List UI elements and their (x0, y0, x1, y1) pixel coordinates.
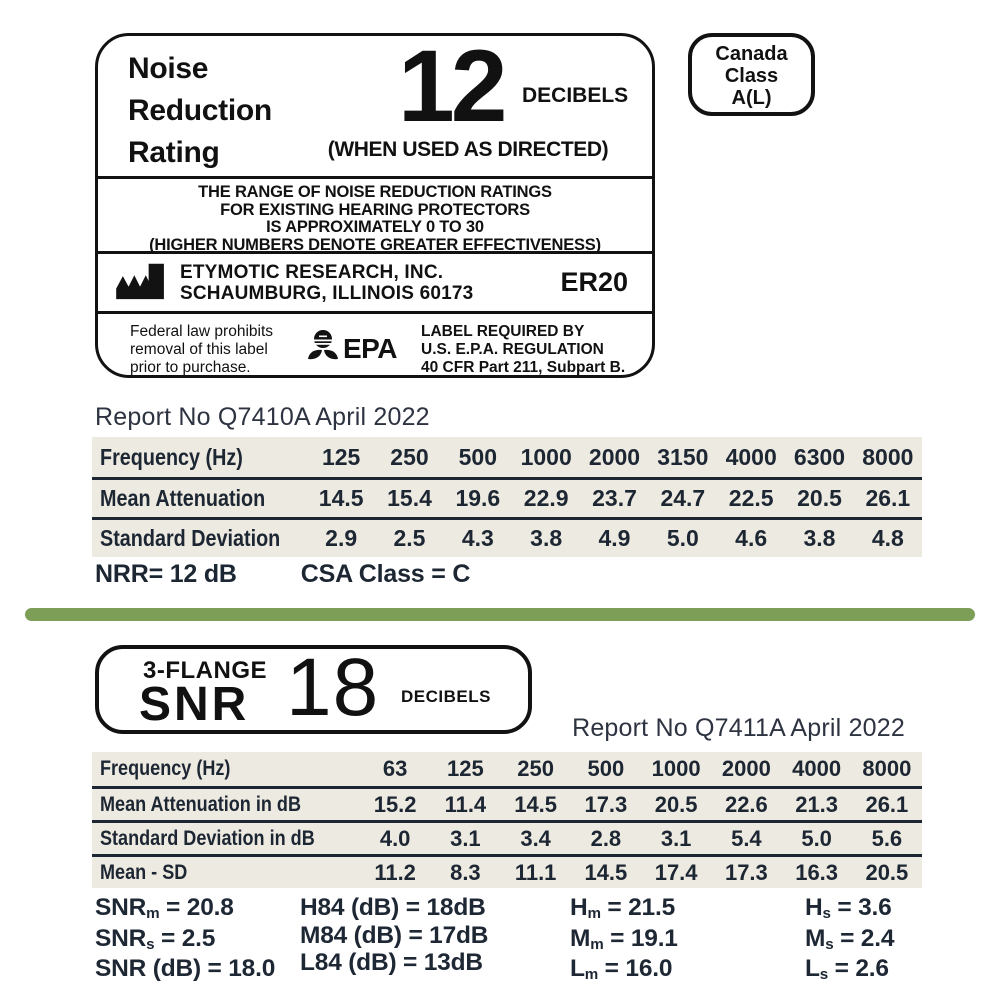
table-cell: 3.4 (520, 825, 551, 851)
stat-line: Hm = 21.5 (570, 894, 676, 923)
nrr-unit: DECIBELS (522, 84, 629, 107)
epa-logo (306, 329, 397, 368)
stat-line: L84 (dB) = 13dB (300, 949, 483, 976)
table-row-label: Mean - SD (100, 860, 188, 884)
stat-line: Ls = 2.6 (805, 955, 889, 984)
required-line: U.S. E.P.A. REGULATION (421, 341, 604, 358)
table-cell: 8.3 (450, 859, 481, 885)
table-cell: 24.7 (660, 485, 706, 511)
table-cell: 26.1 (865, 791, 909, 817)
canada-badge-line: Canada (715, 43, 788, 65)
nrr-title-line: Rating (128, 136, 220, 169)
table-row (92, 854, 922, 888)
table-cell: 17.4 (654, 859, 698, 885)
table-cell: 19.6 (455, 485, 501, 511)
table-cell: 11.4 (444, 791, 487, 817)
range-line: IS APPROXIMATELY 0 TO 30 (266, 218, 484, 236)
manufacturer-icon (114, 259, 168, 306)
manufacturer-address (180, 262, 473, 304)
epa-flower-icon (306, 329, 340, 368)
table-cell: 15.4 (387, 485, 432, 511)
snr-statistics (95, 894, 907, 986)
table-cell: 250 (517, 756, 554, 781)
table-cell: 8000 (862, 756, 912, 781)
table-cell: 17.3 (724, 859, 768, 885)
report1-table (92, 437, 922, 557)
table-cell: 17.3 (584, 791, 628, 817)
table-cell: 2000 (721, 756, 771, 781)
manufacturer-name: ETYMOTIC RESEARCH, INC. (180, 261, 444, 283)
table-cell: 16.3 (795, 859, 839, 885)
table-cell: 4000 (725, 443, 777, 470)
table-cell: 1000 (520, 443, 572, 470)
nrr-rating-section (98, 33, 652, 176)
table-cell: 20.5 (865, 859, 909, 885)
range-line: THE RANGE OF NOISE REDUCTION RATINGS (198, 183, 552, 201)
nrr-label-box (95, 33, 655, 378)
epa-wordmark: EPA (343, 332, 397, 364)
table-cell: 20.5 (797, 485, 842, 511)
nrr-title (128, 48, 272, 174)
table-cell: 11.1 (514, 859, 557, 885)
table-cell: 11.2 (374, 859, 416, 885)
federal-line: prior to purchase. (130, 359, 251, 376)
report2-title: Report No Q7411A April 2022 (572, 714, 905, 742)
stat-line: SNRs = 2.5 (95, 924, 216, 953)
table-cell: 22.9 (523, 485, 569, 511)
table-cell: 22.5 (728, 485, 774, 511)
table-cell: 3.8 (803, 525, 836, 551)
federal-law-note (130, 323, 290, 377)
table-cell: 2.9 (325, 525, 358, 551)
table-cell: 8000 (862, 443, 914, 470)
federal-line: Federal law prohibits (130, 323, 274, 340)
legal-section (98, 311, 652, 375)
table-cell: 4.8 (871, 525, 904, 551)
table-cell: 3150 (657, 443, 709, 470)
table-cell: 3.8 (530, 525, 563, 551)
snr-product-name: 3-FLANGE (143, 657, 267, 684)
table-cell: 4.9 (598, 525, 631, 551)
table-cell: 63 (382, 756, 408, 781)
canada-badge-line: A(L) (731, 87, 772, 109)
table-cell: 4.3 (461, 525, 494, 551)
snr-word: SNR (139, 678, 250, 731)
range-line: (HIGHER NUMBERS DENOTE GREATER EFFECTIVENESS) (149, 235, 601, 254)
snr-value: 18 (286, 642, 380, 733)
table-row (92, 517, 922, 557)
table-cell: 23.7 (592, 485, 637, 511)
table-row (92, 820, 922, 854)
manufacturer-section (98, 254, 652, 311)
table-cell: 4.0 (379, 825, 411, 851)
manufacturer-city: SCHAUMBURG, ILLINOIS 60173 (180, 282, 474, 304)
table-row (92, 786, 922, 820)
required-line: LABEL REQUIRED BY (421, 323, 585, 340)
table-cell: 1000 (651, 756, 701, 781)
table-cell: 4.6 (735, 525, 768, 551)
table-cell: 3.1 (450, 825, 481, 851)
table-cell: 14.5 (318, 485, 364, 511)
model-number: ER20 (560, 267, 628, 297)
table-cell: 500 (587, 756, 625, 781)
table-cell: 2.8 (590, 825, 622, 851)
stat-column (95, 894, 300, 986)
range-line: FOR EXISTING HEARING PROTECTORS (220, 200, 530, 219)
stat-line: H84 (dB) = 18dB (300, 894, 486, 921)
stat-column (805, 894, 894, 986)
stat-line: Mm = 19.1 (570, 924, 678, 953)
nrr-directed-note: (WHEN USED AS DIRECTED) (327, 138, 609, 161)
table-cell: 5.4 (731, 825, 762, 851)
table-row (92, 752, 922, 786)
table-cell: 5.0 (801, 825, 832, 851)
table-cell: 6300 (793, 443, 846, 470)
table-cell: 2.5 (393, 525, 426, 551)
nrr-range-section (98, 176, 652, 254)
table-cell: 3.1 (660, 825, 692, 851)
table-cell: 26.1 (865, 485, 911, 511)
report1-summary (95, 560, 470, 589)
table-row-label: Standard Deviation (100, 525, 281, 551)
nrr-title-line: Noise (128, 52, 209, 85)
canada-class-badge (688, 33, 815, 116)
stat-line: Hs = 3.6 (805, 894, 892, 923)
table-row-label: Frequency (Hz) (100, 757, 231, 780)
snr-unit: DECIBELS (401, 687, 491, 706)
table-row (92, 437, 922, 477)
table-row-label: Standard Deviation in dB (100, 826, 315, 850)
table-cell: 2000 (588, 443, 641, 470)
table-cell: 14.5 (584, 859, 628, 885)
stat-line: Ms = 2.4 (805, 924, 895, 953)
report2-table (92, 752, 922, 888)
canada-badge-line: Class (724, 65, 779, 87)
table-cell: 250 (390, 443, 429, 470)
stat-line: SNR (dB) = 18.0 (95, 955, 276, 982)
table-cell: 125 (321, 443, 361, 470)
label-required-note (421, 323, 625, 377)
federal-line: removal of this label (130, 341, 268, 358)
nrr-value: 12 (398, 33, 504, 143)
table-cell: 5.6 (871, 825, 903, 851)
nrr-title-line: Reduction (128, 94, 272, 127)
table-cell: 4000 (792, 756, 842, 781)
table-cell: 22.6 (724, 791, 768, 817)
table-row-label: Frequency (Hz) (100, 443, 243, 470)
table-row-label: Mean Attenuation (100, 485, 266, 511)
table-cell: 14.5 (514, 791, 558, 817)
table-cell: 500 (458, 443, 498, 470)
stat-line: Lm = 16.0 (570, 955, 673, 984)
stat-line: M84 (dB) = 17dB (300, 921, 489, 949)
report1-title: Report No Q7410A April 2022 (95, 403, 430, 431)
stat-line: SNRm = 20.8 (95, 894, 234, 923)
table-cell: 20.5 (654, 791, 698, 817)
table-cell: 15.2 (373, 791, 417, 817)
nrr-summary: NRR= 12 dB (95, 560, 237, 588)
snr-label-box (95, 642, 532, 734)
stat-column (570, 894, 805, 986)
csa-class: CSA Class = C (300, 560, 471, 588)
section-divider (25, 608, 975, 621)
table-cell: 21.3 (795, 791, 839, 817)
required-line: 40 CFR Part 211, Subpart B. (421, 359, 626, 376)
stat-column (300, 894, 570, 986)
table-cell: 125 (447, 756, 484, 781)
table-cell: 5.0 (666, 525, 699, 551)
table-row-label: Mean Attenuation in dB (100, 792, 301, 816)
table-row (92, 477, 922, 517)
